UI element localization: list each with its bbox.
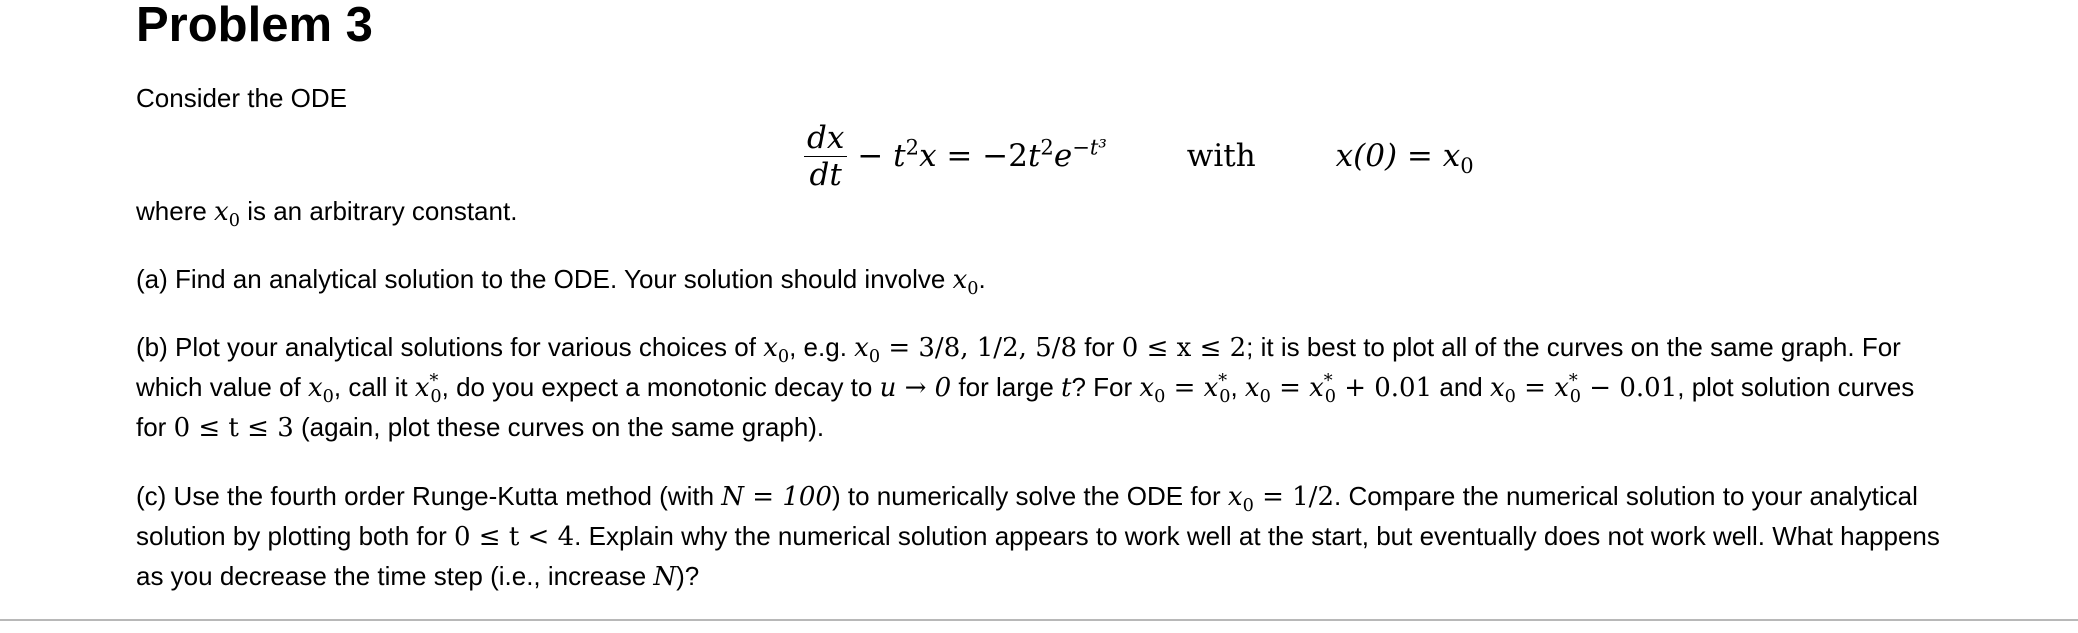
derivative-fraction (804, 120, 847, 193)
where-line: where $x_0$ is an arbitrary constant. (136, 196, 518, 232)
part-c-line-1: (c) Use the fourth order Runge-Kutta method (with N = 100) to numerically solve the ODE for $x_0 = 1/2$. Compare the numerical solution to your analytical (136, 481, 1918, 517)
fraction-numerator: dx (807, 119, 845, 156)
intro-text: Consider the ODE (136, 83, 347, 113)
equation-rhs: − $t^2x = -2t^2e^{-t^3}$ (857, 134, 1107, 174)
part-b-line-3: for 0 ≤ t ≤ 3 (again, plot these curves on the same graph). (136, 412, 825, 443)
part-b-line-2: which value of $x_0$, call it $x^*_0$, do you expect a monotonic decay to u → 0 for large t? For $x_0 = x^*_0$, $x_0 = x^*_0 + 0.01$ and $x_0 = x^*_0 - 0.01$, plot solution curves (136, 371, 1915, 408)
initial-condition: $x(0) = x_0$ (1335, 138, 1474, 179)
part-b-line-1: (b) Plot your analytical solutions for various choices of $x_0$, e.g. $x_0 = 3/8$, 1/2, 5/8 for 0 ≤ x ≤ 2; it is best to plot all of the curves on the same graph. For (136, 332, 1901, 368)
ode-equation (804, 116, 1474, 196)
part-c-line-3: as you decrease the time step (i.e., increase N)? (136, 561, 700, 592)
horizontal-divider (0, 619, 2078, 621)
page-title: Problem 3 (136, 0, 373, 52)
with-word: with (1186, 138, 1256, 174)
fraction-denominator: dt (809, 156, 842, 193)
part-c-line-2: solution by plotting both for 0 ≤ t < 4. Explain why the numerical solution appears to work well at the start, but eventually does not work well. What happens (136, 521, 1940, 552)
part-a-text: (a) Find an analytical solution to the ODE. Your solution should involve $x_0$. (136, 264, 986, 300)
